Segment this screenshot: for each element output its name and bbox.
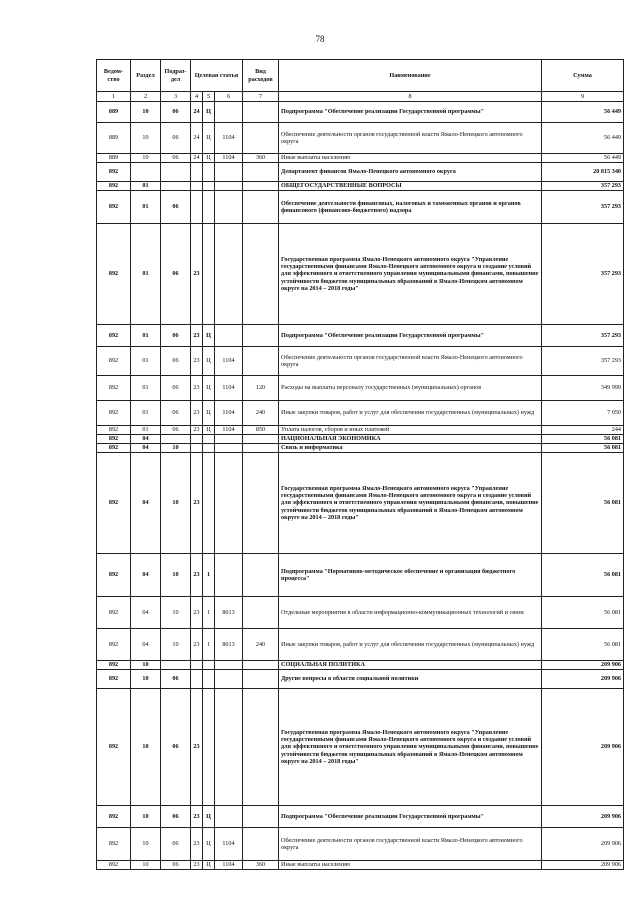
cell-celevaya-program: 23 [191,376,203,401]
cell-celevaya-subprogram: 1 [203,629,215,661]
cell-podrazdel: 06 [161,347,191,376]
header-celevaya-statya: Целевая статья [191,60,243,92]
cell-celevaya-code: 1104 [215,828,243,861]
cell-summa: 56 081 [542,453,624,554]
table-row [97,670,624,689]
column-number: 3 [161,92,191,102]
cell-celevaya-subprogram [203,435,215,444]
cell-celevaya-code: 1104 [215,426,243,435]
cell-celevaya-code [215,102,243,123]
cell-razdel: 04 [131,444,161,453]
cell-naimenovanie: Иные выплаты населению [279,154,542,163]
cell-razdel: 04 [131,597,161,629]
cell-celevaya-code: 1104 [215,401,243,426]
cell-summa: 357 293 [542,191,624,224]
table-row [97,325,624,347]
cell-podrazdel: 06 [161,401,191,426]
cell-vedomstvo: 889 [97,102,131,123]
cell-podrazdel: 06 [161,670,191,689]
cell-summa: 209 906 [542,861,624,870]
cell-podrazdel: 10 [161,554,191,597]
cell-summa: 209 906 [542,670,624,689]
cell-vedomstvo: 892 [97,224,131,325]
cell-celevaya-subprogram: Ц [203,154,215,163]
cell-razdel: 04 [131,554,161,597]
cell-vid-rashodov [243,163,279,182]
table-row [97,828,624,861]
table-row [97,629,624,661]
cell-vedomstvo: 892 [97,325,131,347]
cell-naimenovanie: Обеспечение деятельности органов государственной власти Ямало-Ненецкого автономного округа [279,347,542,376]
cell-vedomstvo: 892 [97,661,131,670]
cell-podrazdel: 06 [161,689,191,806]
table-row [97,191,624,224]
cell-celevaya-subprogram [203,191,215,224]
cell-podrazdel: 06 [161,376,191,401]
cell-summa: 357 293 [542,224,624,325]
cell-celevaya-code [215,224,243,325]
cell-razdel: 04 [131,453,161,554]
cell-vid-rashodov [243,182,279,191]
cell-celevaya-program: 23 [191,347,203,376]
cell-vedomstvo: 892 [97,376,131,401]
cell-naimenovanie: Связь и информатика [279,444,542,453]
cell-razdel: 01 [131,426,161,435]
cell-vedomstvo: 892 [97,554,131,597]
column-number: 6 [215,92,243,102]
column-number: 8 [279,92,542,102]
cell-podrazdel: 10 [161,629,191,661]
cell-naimenovanie: Подпрограмма "Обеспечение реализации Государственной программы" [279,102,542,123]
cell-summa: 209 906 [542,661,624,670]
cell-vedomstvo: 892 [97,444,131,453]
cell-celevaya-code [215,444,243,453]
cell-naimenovanie: Департамент финансов Ямало-Ненецкого автономного округа [279,163,542,182]
cell-razdel: 10 [131,806,161,828]
table-row [97,554,624,597]
cell-summa: 357 293 [542,182,624,191]
cell-vid-rashodov: 120 [243,376,279,401]
cell-summa: 209 906 [542,689,624,806]
cell-summa: 56 449 [542,102,624,123]
cell-summa: 56 081 [542,444,624,453]
cell-vedomstvo: 892 [97,806,131,828]
cell-razdel: 01 [131,376,161,401]
cell-podrazdel [161,182,191,191]
table-row [97,444,624,453]
cell-celevaya-program: 23 [191,689,203,806]
table-row [97,347,624,376]
cell-podrazdel: 06 [161,426,191,435]
cell-razdel: 10 [131,828,161,861]
cell-summa: 209 906 [542,828,624,861]
table-body [97,102,624,870]
cell-celevaya-program [191,191,203,224]
cell-vedomstvo: 889 [97,123,131,154]
cell-vid-rashodov: 240 [243,629,279,661]
column-number-row [97,92,624,102]
cell-podrazdel: 06 [161,123,191,154]
cell-celevaya-subprogram [203,661,215,670]
cell-podrazdel: 06 [161,191,191,224]
cell-naimenovanie: Обеспечение деятельности органов государственной власти Ямало-Ненецкого автономного округа [279,123,542,154]
cell-celevaya-subprogram: Ц [203,426,215,435]
cell-podrazdel [161,163,191,182]
table-row [97,182,624,191]
cell-celevaya-program: 23 [191,806,203,828]
table-row [97,224,624,325]
cell-vid-rashodov [243,689,279,806]
cell-vedomstvo: 892 [97,347,131,376]
cell-celevaya-code [215,163,243,182]
cell-celevaya-program [191,435,203,444]
cell-naimenovanie: Подпрограмма "Обеспечение реализации Государственной программы" [279,325,542,347]
cell-vedomstvo: 892 [97,670,131,689]
cell-celevaya-code: 1104 [215,376,243,401]
cell-celevaya-program: 23 [191,325,203,347]
cell-naimenovanie: Отдельные мероприятия в области информационно-коммуникационных технологий и связи [279,597,542,629]
table-row [97,597,624,629]
cell-podrazdel: 06 [161,102,191,123]
cell-vid-rashodov [243,554,279,597]
cell-vedomstvo: 892 [97,435,131,444]
cell-summa: 56 449 [542,123,624,154]
cell-celevaya-subprogram: Ц [203,806,215,828]
cell-naimenovanie: НАЦИОНАЛЬНАЯ ЭКОНОМИКА [279,435,542,444]
cell-summa: 349 999 [542,376,624,401]
cell-vid-rashodov [243,347,279,376]
table-row [97,123,624,154]
cell-celevaya-subprogram: Ц [203,401,215,426]
table-row [97,154,624,163]
cell-celevaya-code: 1104 [215,347,243,376]
table-row [97,806,624,828]
cell-celevaya-subprogram [203,163,215,182]
cell-summa: 56 081 [542,435,624,444]
cell-vedomstvo: 892 [97,689,131,806]
cell-vedomstvo: 892 [97,597,131,629]
cell-summa: 244 [542,426,624,435]
cell-vedomstvo: 892 [97,163,131,182]
table-row [97,102,624,123]
column-number: 1 [97,92,131,102]
cell-summa: 209 906 [542,806,624,828]
cell-razdel: 01 [131,191,161,224]
cell-vedomstvo: 892 [97,629,131,661]
cell-celevaya-program: 24 [191,102,203,123]
cell-celevaya-subprogram: Ц [203,102,215,123]
table-row [97,163,624,182]
column-number: 5 [203,92,215,102]
cell-celevaya-code [215,806,243,828]
cell-celevaya-code [215,325,243,347]
header-row [97,60,624,92]
cell-celevaya-program [191,661,203,670]
cell-celevaya-code [215,453,243,554]
cell-vid-rashodov: 240 [243,401,279,426]
cell-celevaya-subprogram [203,444,215,453]
cell-celevaya-code: 1104 [215,861,243,870]
cell-podrazdel: 06 [161,224,191,325]
budget-table [96,59,624,870]
cell-razdel: 10 [131,861,161,870]
cell-vid-rashodov [243,661,279,670]
cell-vid-rashodov [243,806,279,828]
cell-vedomstvo: 892 [97,401,131,426]
cell-vedomstvo: 892 [97,191,131,224]
cell-celevaya-subprogram [203,670,215,689]
cell-vid-rashodov [243,123,279,154]
cell-vedomstvo: 892 [97,426,131,435]
cell-podrazdel: 06 [161,325,191,347]
cell-celevaya-code [215,182,243,191]
cell-razdel: 10 [131,670,161,689]
cell-celevaya-code [215,689,243,806]
cell-naimenovanie: СОЦИАЛЬНАЯ ПОЛИТИКА [279,661,542,670]
cell-summa: 56 449 [542,154,624,163]
cell-naimenovanie: Государственная программа Ямало-Ненецкого автономного округа "Управление государственными финансами Ямало-Ненецкого автономного округа и создание условий для эффективного и ответственного управления муниципальными финансами, повышение устойчивости бюджетов муниципальных образований в Ямало-Ненецком автономном округе на 2014 – 2018 годы" [279,224,542,325]
cell-celevaya-subprogram [203,224,215,325]
cell-naimenovanie: Подпрограмма "Нормативно-методическое обеспечение и организация бюджетного процесса" [279,554,542,597]
cell-podrazdel: 06 [161,154,191,163]
cell-celevaya-program [191,670,203,689]
cell-celevaya-code: 8013 [215,629,243,661]
cell-naimenovanie: Уплата налогов, сборов и иных платежей [279,426,542,435]
cell-summa: 56 081 [542,554,624,597]
cell-vid-rashodov [243,828,279,861]
cell-podrazdel: 06 [161,828,191,861]
cell-summa: 357 293 [542,347,624,376]
cell-celevaya-code [215,661,243,670]
header-razdel: Раздел [131,60,161,92]
cell-celevaya-code: 1104 [215,154,243,163]
cell-celevaya-program: 23 [191,401,203,426]
cell-vid-rashodov [243,435,279,444]
cell-celevaya-program [191,182,203,191]
cell-celevaya-code: 8013 [215,597,243,629]
cell-vid-rashodov [243,444,279,453]
cell-razdel: 01 [131,325,161,347]
table-row [97,401,624,426]
cell-naimenovanie: Иные закупки товаров, работ и услуг для обеспечения государственных (муниципальных) нужд [279,629,542,661]
cell-summa: 20 815 340 [542,163,624,182]
cell-celevaya-program: 23 [191,453,203,554]
cell-celevaya-subprogram: Ц [203,347,215,376]
table-row [97,376,624,401]
cell-vid-rashodov: 850 [243,426,279,435]
table-row [97,435,624,444]
cell-naimenovanie: Обеспечение деятельности финансовых, налоговых и таможенных органов и органов финансового (финансово-бюджетного) надзора [279,191,542,224]
cell-celevaya-subprogram [203,453,215,554]
cell-celevaya-code [215,191,243,224]
cell-vedomstvo: 892 [97,861,131,870]
cell-summa: 7 050 [542,401,624,426]
cell-naimenovanie: Иные закупки товаров, работ и услуг для обеспечения государственных (муниципальных) нужд [279,401,542,426]
cell-summa: 56 081 [542,597,624,629]
cell-podrazdel: 06 [161,861,191,870]
cell-razdel: 10 [131,102,161,123]
cell-vedomstvo: 889 [97,154,131,163]
cell-vid-rashodov [243,325,279,347]
cell-celevaya-program: 23 [191,426,203,435]
header-naimenovanie: Наименование [279,60,542,92]
header-vedomstvo: Ведом-ство [97,60,131,92]
cell-celevaya-program [191,444,203,453]
page-number: 78 [315,34,325,44]
cell-celevaya-code [215,670,243,689]
header-podrazdel: Подраз-дел [161,60,191,92]
cell-naimenovanie: Государственная программа Ямало-Ненецкого автономного округа "Управление государственными финансами Ямало-Ненецкого автономного округа и создание условий для эффективного и ответственного управления муниципальными финансами, повышение устойчивости бюджетов муниципальных образований в Ямало-Ненецком автономном округе на 2014 – 2018 годы" [279,453,542,554]
cell-razdel [131,163,161,182]
cell-podrazdel: 06 [161,806,191,828]
cell-naimenovanie: Государственная программа Ямало-Ненецкого автономного округа "Управление государственными финансами Ямало-Ненецкого автономного округа и создание условий для эффективного и ответственного управления муниципальными финансами, повышение устойчивости бюджетов муниципальных образований в Ямало-Ненецком автономном округе на 2014 – 2018 годы" [279,689,542,806]
cell-podrazdel [161,435,191,444]
cell-razdel: 01 [131,347,161,376]
cell-razdel: 01 [131,401,161,426]
cell-podrazdel: 10 [161,453,191,554]
header-summa: Сумма [542,60,624,92]
column-number: 7 [243,92,279,102]
cell-summa: 357 293 [542,325,624,347]
cell-summa: 56 081 [542,629,624,661]
cell-vid-rashodov: 360 [243,154,279,163]
cell-naimenovanie: Расходы на выплаты персоналу государственных (муниципальных) органов [279,376,542,401]
cell-razdel: 10 [131,123,161,154]
cell-podrazdel: 10 [161,444,191,453]
table-row [97,426,624,435]
cell-naimenovanie: Другие вопросы в области социальной политики [279,670,542,689]
cell-celevaya-subprogram: 1 [203,597,215,629]
cell-vedomstvo: 892 [97,453,131,554]
table-row [97,861,624,870]
cell-celevaya-subprogram [203,182,215,191]
cell-celevaya-subprogram: Ц [203,861,215,870]
cell-vid-rashodov [243,191,279,224]
cell-vedomstvo: 892 [97,828,131,861]
column-number: 2 [131,92,161,102]
cell-vid-rashodov [243,453,279,554]
cell-celevaya-subprogram: Ц [203,325,215,347]
cell-razdel: 04 [131,629,161,661]
cell-celevaya-code [215,435,243,444]
cell-celevaya-program [191,163,203,182]
cell-celevaya-subprogram: 1 [203,554,215,597]
cell-celevaya-subprogram [203,689,215,806]
cell-celevaya-program: 23 [191,629,203,661]
cell-podrazdel [161,661,191,670]
cell-vedomstvo: 892 [97,182,131,191]
cell-celevaya-program: 24 [191,123,203,154]
cell-celevaya-code: 1104 [215,123,243,154]
cell-celevaya-program: 23 [191,828,203,861]
cell-celevaya-program: 24 [191,154,203,163]
cell-naimenovanie: Иные выплаты населению [279,861,542,870]
cell-celevaya-program: 23 [191,861,203,870]
cell-razdel: 01 [131,224,161,325]
cell-razdel: 04 [131,435,161,444]
cell-naimenovanie: Подпрограмма "Обеспечение реализации Государственной программы" [279,806,542,828]
cell-vid-rashodov: 360 [243,861,279,870]
cell-vid-rashodov [243,670,279,689]
column-number: 9 [542,92,624,102]
table-row [97,689,624,806]
header-vid-rashodov: Вид расходов [243,60,279,92]
cell-celevaya-subprogram: Ц [203,123,215,154]
cell-vid-rashodov [243,224,279,325]
cell-razdel: 10 [131,661,161,670]
cell-razdel: 10 [131,154,161,163]
cell-celevaya-program: 23 [191,224,203,325]
cell-celevaya-code [215,554,243,597]
cell-vid-rashodov [243,597,279,629]
cell-razdel: 01 [131,182,161,191]
cell-celevaya-subprogram: Ц [203,828,215,861]
cell-naimenovanie: Обеспечение деятельности органов государственной власти Ямало-Ненецкого автономного округа [279,828,542,861]
cell-razdel: 10 [131,689,161,806]
table-row [97,661,624,670]
cell-celevaya-subprogram: Ц [203,376,215,401]
cell-vid-rashodov [243,102,279,123]
cell-podrazdel: 10 [161,597,191,629]
cell-naimenovanie: ОБЩЕГОСУДАРСТВЕННЫЕ ВОПРОСЫ [279,182,542,191]
cell-celevaya-program: 23 [191,597,203,629]
table-row [97,453,624,554]
cell-celevaya-program: 23 [191,554,203,597]
column-number: 4 [191,92,203,102]
